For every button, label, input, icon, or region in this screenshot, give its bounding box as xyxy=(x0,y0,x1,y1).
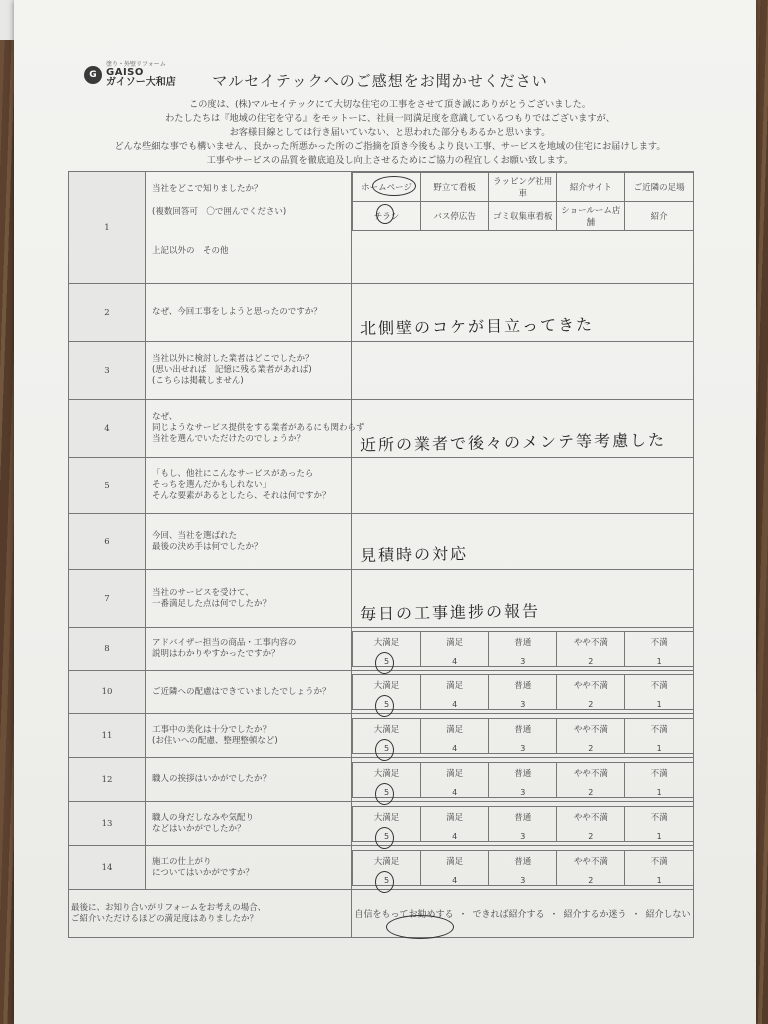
logo-brand: GAISO xyxy=(106,67,144,78)
rating-option-very-satisfied[interactable]: 大満足 5 xyxy=(353,806,421,841)
rating-option-neutral[interactable]: 普通 3 xyxy=(489,632,557,667)
question-number: 10 xyxy=(69,671,146,714)
question-number: 12 xyxy=(69,758,146,802)
selection-circle xyxy=(372,176,416,196)
rating-option-neutral[interactable]: 普通 3 xyxy=(489,806,557,841)
intro-line: わたしたちは『地域の住宅を守る』をモットーに、社員一同満足度を意識しているつもりではございますが、 xyxy=(165,113,615,124)
question-row-5 xyxy=(69,458,694,514)
rating-row xyxy=(69,714,694,758)
question-number: 14 xyxy=(69,846,146,890)
rating-option-somewhat-dissatisfied[interactable]: やや不満 2 xyxy=(557,806,625,841)
option-unsure[interactable]: 紹介するか迷う xyxy=(563,910,627,920)
question-number: 13 xyxy=(69,802,146,846)
question-number: 11 xyxy=(69,714,146,758)
intro-line: 工事やサービスの品質を徹底追及し向上させるためにご協力の程宜しくお願い致します。 xyxy=(206,155,574,166)
answer-field[interactable] xyxy=(352,342,694,400)
question-row-2 xyxy=(69,284,694,342)
option-referral[interactable]: 紹介 xyxy=(625,202,693,231)
question-text: 「もし、他社にこんなサービスがあったら そっちを選んだかもしれない」 そんな要素があるとしたら、それは何ですか？ xyxy=(146,458,352,514)
handwritten-answer: 毎日の工事進捗の報告 xyxy=(359,601,541,624)
rating-option-very-satisfied[interactable]: 大満足 5 xyxy=(353,632,421,667)
rating-scale xyxy=(352,758,694,802)
rating-option-very-satisfied[interactable]: 大満足 5 xyxy=(353,762,421,797)
logo-tagline: 塗り・外壁リフォーム xyxy=(106,61,166,68)
handwritten-answer: 近所の業者で後々のメンテ等考慮した xyxy=(359,430,667,455)
option-flyer[interactable]: チラシ xyxy=(353,202,421,231)
question-text: 当社のサービスを受けて、 一番満足した点は何でしたか？ xyxy=(146,570,352,628)
option-signboard[interactable]: 野立て看板 xyxy=(421,173,489,202)
rating-row xyxy=(69,802,694,846)
option-wrapped-vehicle[interactable]: ラッピング社用車 xyxy=(489,173,557,202)
separator-dot: ・ xyxy=(458,910,468,920)
source-options xyxy=(352,172,694,284)
rating-option-neutral[interactable]: 普通 3 xyxy=(489,850,557,885)
rating-option-somewhat-dissatisfied[interactable]: やや不満 2 xyxy=(557,675,625,710)
separator-dot: ・ xyxy=(549,910,559,920)
rating-scale xyxy=(352,846,694,890)
handwritten-answer: 北側壁のコケが目立ってきた xyxy=(359,314,595,339)
survey-table xyxy=(68,171,694,938)
option-confidently-recommend[interactable]: 自信をもってお勧めする xyxy=(354,910,454,920)
answer-field[interactable] xyxy=(352,514,694,570)
rating-scale xyxy=(352,628,694,671)
intro-text xyxy=(80,98,700,168)
rating-option-dissatisfied[interactable]: 不満 1 xyxy=(625,718,693,753)
question-row-4 xyxy=(69,400,694,458)
recommendation-options xyxy=(352,890,694,938)
option-not-recommend[interactable]: 紹介しない xyxy=(645,910,691,920)
question-row-3 xyxy=(69,342,694,400)
company-logo xyxy=(84,62,176,88)
rating-option-very-satisfied[interactable]: 大満足 5 xyxy=(353,675,421,710)
question-row-6 xyxy=(69,514,694,570)
rating-option-satisfied[interactable]: 満足 4 xyxy=(421,762,489,797)
question-number: 4 xyxy=(69,400,146,458)
selection-circle xyxy=(386,915,454,939)
rating-row xyxy=(69,671,694,714)
final-question-row xyxy=(69,890,694,938)
rating-option-dissatisfied[interactable]: 不満 1 xyxy=(625,632,693,667)
question-text: ご近隣への配慮はできていましたでしょうか？ xyxy=(146,671,352,714)
rating-option-neutral[interactable]: 普通 3 xyxy=(489,718,557,753)
question-number: 8 xyxy=(69,628,146,671)
question-text: 当社をどこで知りましたか？ (複数回答可 〇で囲んでください) 上記以外の その他 xyxy=(146,172,352,284)
question-number: 3 xyxy=(69,342,146,400)
answer-field[interactable] xyxy=(352,458,694,514)
option-recommend-if-possible[interactable]: できれば紹介する xyxy=(472,910,545,920)
rating-option-neutral[interactable]: 普通 3 xyxy=(489,762,557,797)
rating-option-dissatisfied[interactable]: 不満 1 xyxy=(625,850,693,885)
option-garbage-truck-ad[interactable]: ゴミ収集車看板 xyxy=(489,202,557,231)
selection-circle xyxy=(376,204,394,224)
rating-option-satisfied[interactable]: 満足 4 xyxy=(421,675,489,710)
rating-row xyxy=(69,628,694,671)
rating-option-satisfied[interactable]: 満足 4 xyxy=(421,850,489,885)
option-bus-stop-ad[interactable]: バス停広告 xyxy=(421,202,489,231)
rating-scale xyxy=(352,802,694,846)
answer-field[interactable] xyxy=(352,284,694,342)
question-number: 2 xyxy=(69,284,146,342)
question-text: 当社以外に検討した業者はどこでしたか？ (思い出せれば 記憶に残る業者があれば) (こちらは掲載しません) xyxy=(146,342,352,400)
separator-dot: ・ xyxy=(631,910,641,920)
rating-scale xyxy=(352,671,694,714)
rating-option-dissatisfied[interactable]: 不満 1 xyxy=(625,762,693,797)
answer-field[interactable] xyxy=(352,400,694,458)
option-showroom[interactable]: ショールーム店舗 xyxy=(557,202,625,231)
question-text: 今回、当社を選ばれた 最後の決め手は何でしたか？ xyxy=(146,514,352,570)
intro-line: この度は、(株)マルセイテックにて大切な住宅の工事をさせて頂き誠にありがとうございました。 xyxy=(189,99,591,110)
rating-row xyxy=(69,846,694,890)
question-number: 5 xyxy=(69,458,146,514)
rating-option-somewhat-dissatisfied[interactable]: やや不満 2 xyxy=(557,718,625,753)
handwritten-answer: 見積時の対応 xyxy=(359,544,469,565)
question-row-1 xyxy=(69,172,694,284)
intro-line: どんな些細な事でも構いません、良かった所悪かった所のご指摘を頂き今後もより良い工事、サービスを地域の住宅にお届けします。 xyxy=(114,141,666,152)
question-row-7 xyxy=(69,570,694,628)
question-text: アドバイザー担当の商品・工事内容の 説明はわかりやすかったですか？ xyxy=(146,628,352,671)
question-text: 工事中の美化は十分でしたか？ (お住いへの配慮、整理整頓など) xyxy=(146,714,352,758)
logo-mark-icon: G xyxy=(84,66,102,84)
rating-scale xyxy=(352,714,694,758)
question-text: なぜ、 同じようなサービス提供をする業者があるにも関わらず 当社を選んでいただけたのでしょうか？ xyxy=(146,400,352,458)
question-number: 1 xyxy=(69,172,146,284)
question-text: なぜ、今回工事をしようと思ったのですか？ xyxy=(146,284,352,342)
rating-option-somewhat-dissatisfied[interactable]: やや不満 2 xyxy=(557,850,625,885)
rating-option-somewhat-dissatisfied[interactable]: やや不満 2 xyxy=(557,762,625,797)
option-referral-site[interactable]: 紹介サイト xyxy=(557,173,625,202)
intro-line: お客様目線としては行き届いていない、と思われた部分もあるかと思います。 xyxy=(229,127,551,138)
final-question-text: 最後に、お知り合いがリフォームをお考えの場合、 ご紹介いただけるほどの満足度はありましたか？ xyxy=(69,890,352,938)
rating-option-very-satisfied[interactable]: 大満足 5 xyxy=(353,850,421,885)
question-number: 7 xyxy=(69,570,146,628)
question-text: 施工の仕上がり についてはいかがですか？ xyxy=(146,846,352,890)
option-neighborhood-scaffold[interactable]: ご近隣の足場 xyxy=(625,173,693,202)
rating-option-dissatisfied[interactable]: 不満 1 xyxy=(625,806,693,841)
rating-row xyxy=(69,758,694,802)
rating-option-satisfied[interactable]: 満足 4 xyxy=(421,806,489,841)
question-text: 職人の身だしなみや気配り などはいかがでしたか？ xyxy=(146,802,352,846)
rating-option-satisfied[interactable]: 満足 4 xyxy=(421,718,489,753)
rating-option-dissatisfied[interactable]: 不満 1 xyxy=(625,675,693,710)
question-number: 6 xyxy=(69,514,146,570)
rating-option-somewhat-dissatisfied[interactable]: やや不満 2 xyxy=(557,632,625,667)
rating-option-satisfied[interactable]: 満足 4 xyxy=(421,632,489,667)
logo-store-name: ガイソー大和店 xyxy=(106,77,176,88)
option-homepage[interactable]: ホームページ xyxy=(353,173,421,202)
other-answer-field[interactable] xyxy=(353,231,694,232)
page-title: マルセイテックへのご感想をお聞かせください xyxy=(212,72,548,90)
question-text: 職人の挨拶はいかがでしたか？ xyxy=(146,758,352,802)
rating-option-very-satisfied[interactable]: 大満足 5 xyxy=(353,718,421,753)
answer-field[interactable] xyxy=(352,570,694,628)
rating-option-neutral[interactable]: 普通 3 xyxy=(489,675,557,710)
